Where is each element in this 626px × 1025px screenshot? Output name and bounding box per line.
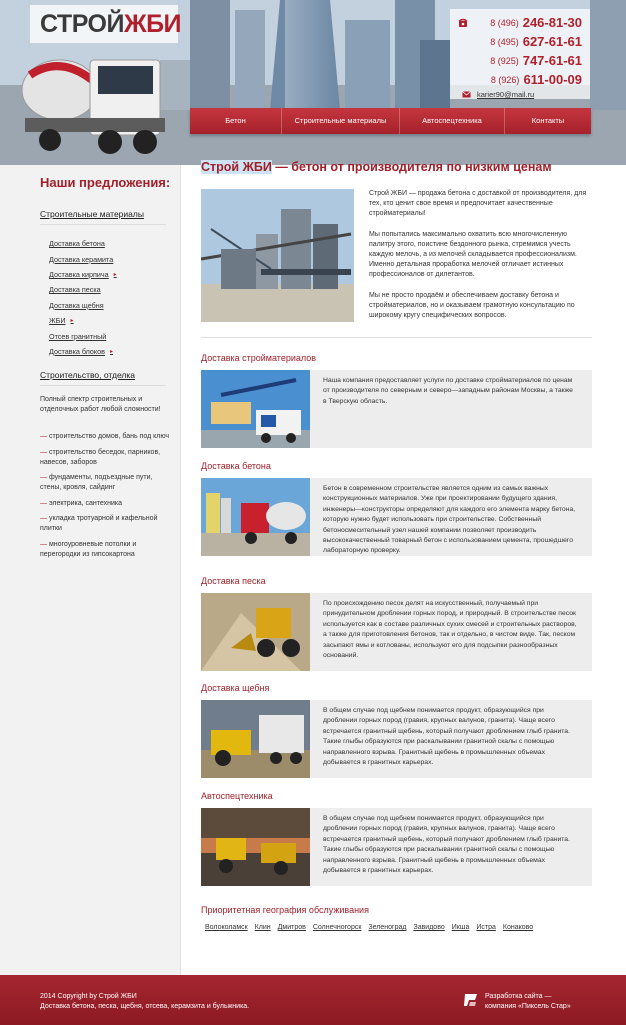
link-label: Доставка блоков	[49, 346, 105, 356]
header	[0, 0, 626, 165]
geography-links	[205, 924, 533, 931]
service-text: укладка тротуарной и кафельной плитки	[40, 515, 158, 532]
contacts-panel	[450, 9, 590, 99]
link-label: Доставка песка	[49, 285, 101, 295]
vehicles-image	[201, 808, 310, 886]
city-link[interactable]: Волоколамск	[205, 924, 248, 931]
chevron-right-icon: ▸	[109, 348, 113, 355]
dash-icon: —	[40, 515, 49, 522]
sidebar-link[interactable]	[49, 251, 117, 266]
phone-4[interactable]	[460, 70, 582, 89]
site-logo[interactable]	[30, 5, 182, 43]
sidebar-link[interactable]	[49, 282, 117, 297]
service-text: многоуровневые потолки и перегородки из гипсокартона	[40, 540, 137, 558]
phone-number: 611-00-09	[523, 72, 582, 87]
section-title: Доставка песка	[201, 576, 266, 586]
phone-number: 747-61-61	[522, 53, 582, 68]
city-link[interactable]: Икша	[451, 924, 470, 931]
service-item	[40, 514, 170, 534]
sidebar-link[interactable]	[49, 298, 117, 313]
sidebar-link[interactable]	[49, 328, 117, 343]
dash-icon: —	[40, 540, 49, 548]
service-item	[40, 473, 170, 493]
chevron-right-icon: ▸	[70, 318, 74, 325]
link-label: ЖБИ	[49, 316, 66, 326]
link-label: Доставка кирпича	[49, 269, 109, 279]
developer-line-2: компания «Пиксель Стар»	[485, 1003, 571, 1010]
nav-item-contacts[interactable]: Контакты	[531, 116, 565, 125]
nav-item-beton[interactable]: Бетон	[190, 108, 282, 134]
section-title: Доставка щебня	[201, 683, 270, 693]
footer-developer[interactable]	[485, 992, 571, 1012]
sidebar-link[interactable]	[49, 313, 117, 328]
phone-code: 8 (926)	[490, 74, 520, 85]
phone-2[interactable]	[460, 32, 582, 51]
footer-copyright	[40, 992, 249, 1012]
main-nav	[190, 108, 591, 134]
phone-number: 246-81-30	[522, 15, 582, 30]
sidebar-link[interactable]	[49, 344, 117, 359]
sidebar-link[interactable]	[49, 267, 117, 282]
service-item	[40, 448, 170, 468]
section-text: Бетон в современном строительстве является одним из самых важных конструкционных материалов. Уже при проектировании будущего здания, инженеры—конструкторы определяют для каждого его элемента марку бетона, которую нужно будет использовать при строительстве. Собственный бетоносмесительный узел нашей компании позволяет производить высококачественный товарный бетон с использованием цемента, прошедшего лабораторную проверку.	[323, 485, 576, 555]
nav-item-materials[interactable]: Строительные материалы	[282, 108, 400, 134]
hero-paragraph: Мы попытались максимально охватить всю многочисленную палитру этого, поистине бездонного рынка, стремимся учесть каждую мелочь, а из мелочей складывается профессионализм. Именно детальная проработка мелочей отличает истинных профессионалов от дилетантов.	[369, 230, 577, 279]
email-row	[462, 90, 582, 99]
hero-text	[369, 189, 591, 331]
concrete-delivery-image	[201, 478, 310, 556]
city-link[interactable]: Дмитров	[277, 924, 306, 931]
city-link[interactable]: Конаково	[502, 924, 534, 931]
section-text: По происхождению песок делят на искусственный, получаемый при принудительном дроблении горных пород, и природный. В строительстве песок используется как в составе различных сухих смесей и строительных растворов, а также для приготовления бетонов, так и отдельно, в чистом виде. Так, песком засыпают ямы и котлованы, используют его для подсыпки разнообразных оснований.	[323, 600, 577, 660]
section-card	[201, 808, 592, 886]
phone-code: 8 (495)	[490, 36, 519, 47]
section-title: Доставка стройматериалов	[201, 353, 317, 363]
sidebar	[0, 165, 181, 975]
sand-delivery-image	[201, 593, 310, 671]
sidebar-links	[49, 236, 117, 359]
link-label: Доставка бетона	[49, 239, 105, 249]
divider	[201, 337, 592, 338]
title-highlight: Строй ЖБИ	[201, 160, 272, 174]
title-rest: — бетон от производителя по низким ценам	[271, 160, 552, 174]
logo-part-2: ЖБИ	[123, 10, 182, 38]
dash-icon: —	[40, 448, 49, 456]
section-text: В общем случае под щебнем понимается продукт, образующийся при дроблении горных пород (гравия, крупных валунов, гранита). Чаще всего встречается гранитный щебень, который получают дроблением глыб гранита. Такие глыбы образуются при раскалывании гранитной скалы с помощью направленного взрыва. Гранитный щебень в промышленных объемах добывается в гранитных карьерах.	[323, 707, 570, 767]
footer	[0, 975, 626, 1025]
copyright-text: 2014 Copyright by Строй ЖБИ	[40, 993, 137, 1000]
service-item	[40, 432, 170, 442]
section-title: Автоспецтехника	[201, 791, 273, 801]
developer-line-1: Разработка сайта —	[485, 993, 552, 1000]
dash-icon: —	[40, 433, 49, 440]
service-item	[40, 540, 170, 560]
link-label: Доставка щебня	[49, 300, 104, 310]
sidebar-link[interactable]	[49, 236, 117, 251]
city-link[interactable]: Клин	[254, 924, 271, 931]
hero-paragraph: Мы не просто продаём и обеспечиваем доставку бетона и стройматериалов, но и оказываем грамотную консультацию по широкому кругу специфических вопросов.	[369, 291, 575, 320]
divider	[40, 224, 166, 225]
geography-title: Приоритетная география обслуживания	[201, 905, 369, 915]
sidebar-section-construction[interactable]: Строительство, отделка	[40, 370, 136, 380]
dash-icon: —	[40, 474, 49, 481]
section-card	[201, 700, 592, 778]
phone-1[interactable]	[460, 13, 582, 32]
city-link[interactable]: Завидово	[413, 924, 445, 931]
section-card	[201, 478, 592, 556]
phone-code: 8 (925)	[490, 55, 519, 66]
phone-code: 8 (496)	[490, 17, 519, 28]
link-label: Отсев гранитный	[49, 331, 107, 341]
section-title: Доставка бетона	[201, 461, 271, 471]
city-link[interactable]: Солнечногорск	[312, 924, 362, 931]
link-label: Доставка керамита	[49, 254, 114, 264]
chevron-right-icon: ▸	[113, 271, 117, 278]
pixel-star-logo-icon[interactable]	[463, 992, 479, 1008]
service-text: электрика, сантехника	[48, 499, 123, 507]
sidebar-title: Наши предложения:	[40, 175, 171, 190]
service-text: строительство беседок, парников, навесов, заборов	[40, 448, 161, 466]
email-link[interactable]: karier90@mail.ru	[477, 90, 535, 99]
sidebar-services	[40, 432, 170, 565]
sidebar-section-materials[interactable]: Строительные материалы	[40, 209, 144, 219]
divider	[40, 385, 166, 386]
mail-icon	[462, 91, 471, 98]
section-card	[201, 593, 592, 671]
service-item	[40, 499, 170, 509]
logo-part-1: СТРОЙ	[40, 10, 124, 38]
city-link[interactable]: Истра	[476, 924, 496, 931]
phone-3[interactable]	[460, 51, 582, 70]
phone-icon	[458, 18, 468, 28]
service-text: строительство домов, бань под ключ	[48, 433, 170, 440]
services-text: Доставка бетона, песка, щебня, отсева, керамзита и бульжника.	[40, 1003, 250, 1010]
section-card	[201, 370, 592, 448]
gravel-delivery-image	[201, 700, 310, 778]
section-text: Наша компания предоставляет услуги по доставке стройматериалов по ценам от производителя по северным и северо—западным районам Москвы, а также в Тверскую область.	[323, 377, 573, 405]
materials-delivery-image	[201, 370, 310, 448]
section-text: В общем случае под щебнем понимается продукт, образующийся при дроблении горных пород (гравия, крупных валунов, гранита). Чаще всего встречается гранитный щебень, который получают дроблением глыб гранита. Такие глыбы образуются при раскалывании гранитной скалы с помощью направленного взрыва. Гранитный щебень в промышленных объемах добывается в гранитных карьерах.	[323, 815, 570, 875]
city-link[interactable]: Зеленоград	[368, 924, 407, 931]
dash-icon: —	[40, 499, 49, 507]
plant-image	[201, 189, 354, 322]
hero-paragraph: Строй ЖБИ — продажа бетона с доставкой от производителя, для тех, кто ценит свое время и предпочитает качественные стройматериалы!	[369, 190, 587, 218]
nav-item-vehicles[interactable]: Автоспецтехника	[400, 108, 505, 134]
phone-number: 627-61-61	[522, 34, 582, 49]
page-title	[201, 160, 552, 174]
sidebar-intro: Полный спектр строительных и отделочных работ любой сложности!	[40, 396, 161, 413]
service-text: фундаменты, подъездные пути, стены, кровля, сайдинг	[40, 474, 153, 491]
